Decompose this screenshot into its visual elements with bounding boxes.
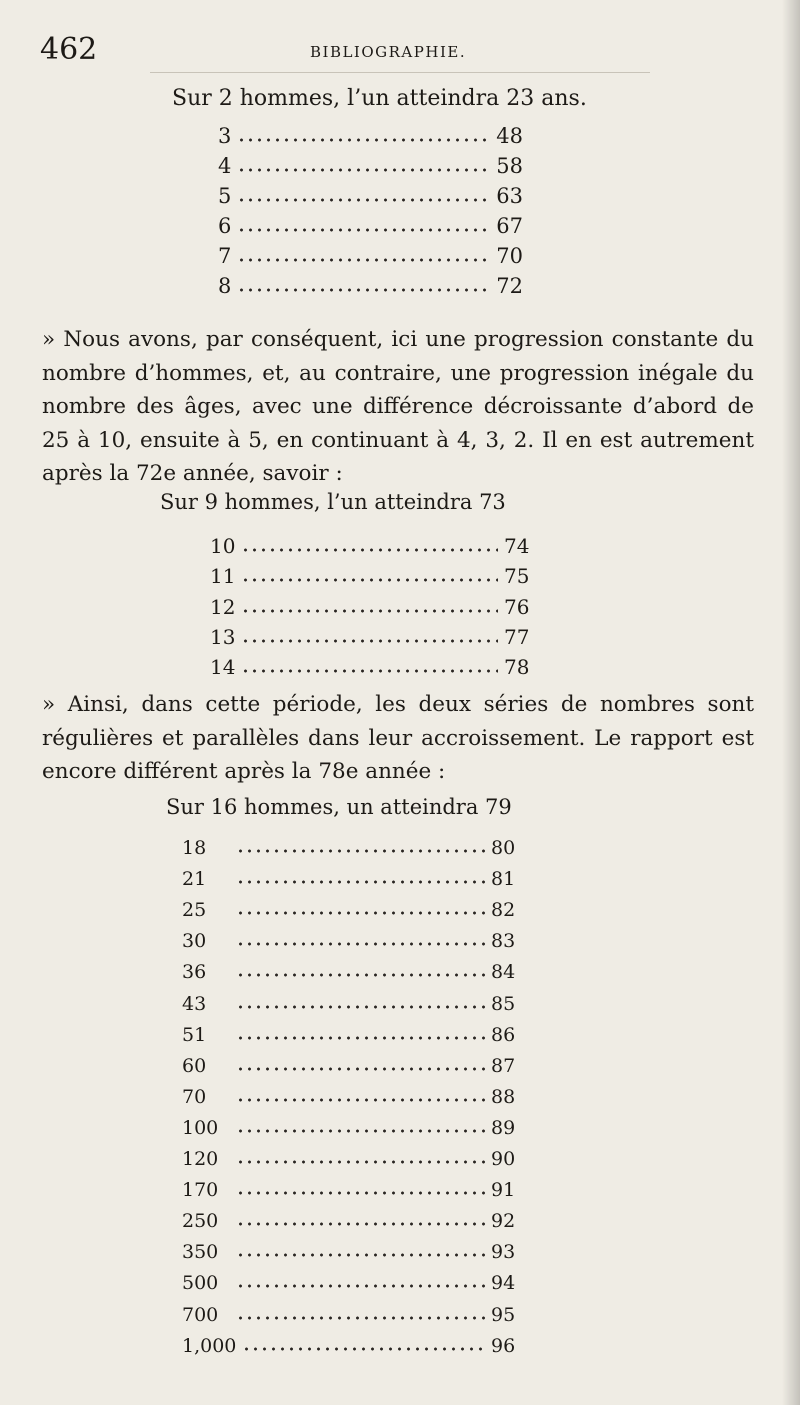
- table-row: 51 86: [182, 1023, 516, 1046]
- table-row: 70 88: [182, 1085, 516, 1108]
- table-row: 1,000 96: [182, 1334, 516, 1357]
- table-row: 18 80: [182, 837, 516, 860]
- table2: [210, 528, 530, 679]
- table-row: 5 63: [218, 184, 523, 208]
- table-row: 21 81: [182, 868, 516, 891]
- table-row: 11 75: [210, 564, 530, 589]
- table-row: 43 85: [182, 992, 516, 1015]
- table-row: 500 94: [182, 1272, 516, 1295]
- table3-heading: Sur 16 hommes, un atteindra 79: [166, 795, 512, 819]
- table-row: 100 89: [182, 1116, 516, 1139]
- table-row: 120 90: [182, 1148, 516, 1171]
- table-row: 8 72: [218, 274, 523, 298]
- header-rule: [150, 72, 650, 73]
- table-row: 14 78: [210, 654, 530, 679]
- page-number: 462: [40, 32, 98, 67]
- table-row: 13 77: [210, 624, 530, 649]
- paragraph-parallel: » Ainsi, dans cette période, les deux séries de nombres sont régulières et parallèles dans leur accroissement. Le rapport est encore différent après la 78e année :: [42, 692, 754, 784]
- page-edge-shadow: [782, 0, 800, 1405]
- table-row: 36 84: [182, 961, 516, 984]
- table3: [182, 828, 517, 1357]
- table1: [218, 118, 523, 298]
- table-row: 700 95: [182, 1303, 516, 1326]
- table-row: 350 93: [182, 1241, 516, 1264]
- table-row: 170 91: [182, 1179, 516, 1202]
- table-row: 3 48: [218, 124, 523, 148]
- table1-heading: Sur 2 hommes, l’un atteindra 23 ans.: [172, 86, 587, 111]
- table2-heading: Sur 9 hommes, l’un atteindra 73: [160, 490, 506, 514]
- table-row: 60 87: [182, 1054, 516, 1077]
- paragraph-progression: » Nous avons, par conséquent, ici une progression constante du nombre d’hommes, et, au contraire, une progression inégale du nombre des âges, avec une différence décroissante d’abord de 25 à 10, ensuite à 5, en continuant à 4, 3, 2. Il en est autrement après la 72e année, savoir :: [42, 327, 754, 486]
- table-row: 250 92: [182, 1210, 516, 1233]
- table-row: 7 70: [218, 244, 523, 268]
- table-row: 4 58: [218, 154, 523, 178]
- table-row: 25 82: [182, 899, 516, 922]
- table-row: 12 76: [210, 594, 530, 619]
- table-row: 30 83: [182, 930, 516, 953]
- running-head: BIBLIOGRAPHIE.: [310, 43, 467, 61]
- table-row: 10 74: [210, 534, 530, 559]
- table-row: 6 67: [218, 214, 523, 238]
